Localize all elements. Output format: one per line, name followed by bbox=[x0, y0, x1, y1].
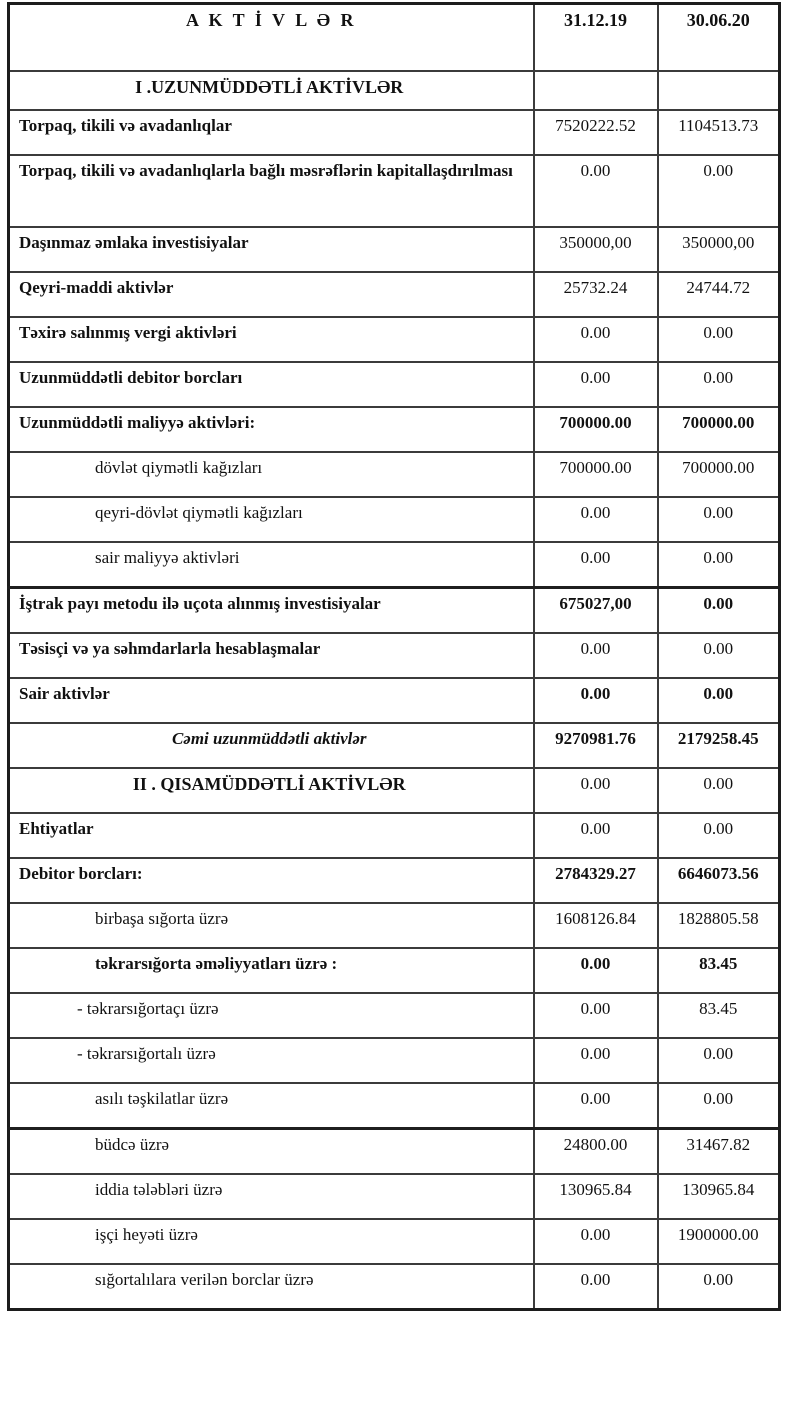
table-row bbox=[9, 1083, 780, 1129]
value-30-06-20: 0.00 bbox=[658, 362, 780, 407]
table-row bbox=[9, 1219, 780, 1264]
table-row bbox=[9, 1174, 780, 1219]
value-31-12-19: 700000.00 bbox=[534, 407, 658, 452]
table-row bbox=[9, 317, 780, 362]
table-header-row bbox=[9, 4, 780, 72]
row-label: Təxirə salınmış vergi aktivləri bbox=[9, 317, 534, 362]
value-30-06-20: 0.00 bbox=[658, 813, 780, 858]
row-label: qeyri-dövlət qiymətli kağızları bbox=[9, 497, 534, 542]
row-label: Debitor borcları: bbox=[9, 858, 534, 903]
value-30-06-20: 700000.00 bbox=[658, 407, 780, 452]
value-30-06-20: 0.00 bbox=[658, 1264, 780, 1310]
row-label: Cəmi uzunmüddətli aktivlər bbox=[9, 723, 534, 768]
table-row bbox=[9, 903, 780, 948]
value-31-12-19: 0.00 bbox=[534, 1264, 658, 1310]
row-label: Qeyri-maddi aktivlər bbox=[9, 272, 534, 317]
value-31-12-19: 9270981.76 bbox=[534, 723, 658, 768]
value-30-06-20: 0.00 bbox=[658, 155, 780, 227]
value-31-12-19 bbox=[534, 71, 658, 110]
value-30-06-20: 0.00 bbox=[658, 678, 780, 723]
table-row bbox=[9, 858, 780, 903]
table-row bbox=[9, 362, 780, 407]
value-31-12-19: 0.00 bbox=[534, 1083, 658, 1129]
column-header-assets: A K T İ V L Ə R bbox=[9, 4, 534, 72]
value-30-06-20: 700000.00 bbox=[658, 452, 780, 497]
row-label: I .UZUNMÜDDƏTLİ AKTİVLƏR bbox=[9, 71, 534, 110]
table-row bbox=[9, 227, 780, 272]
value-31-12-19: 0.00 bbox=[534, 768, 658, 813]
value-30-06-20 bbox=[658, 71, 780, 110]
row-label: Sair aktivlər bbox=[9, 678, 534, 723]
table-row bbox=[9, 633, 780, 678]
value-30-06-20: 2179258.45 bbox=[658, 723, 780, 768]
row-label: Daşınmaz əmlaka investisiyalar bbox=[9, 227, 534, 272]
value-30-06-20: 83.45 bbox=[658, 993, 780, 1038]
table-row bbox=[9, 452, 780, 497]
row-label: Uzunmüddətli maliyyə aktivləri: bbox=[9, 407, 534, 452]
row-label: sair maliyyə aktivləri bbox=[9, 542, 534, 588]
assets-balance-table bbox=[7, 2, 781, 1311]
row-label: Ehtiyatlar bbox=[9, 813, 534, 858]
value-30-06-20: 1828805.58 bbox=[658, 903, 780, 948]
table-row bbox=[9, 272, 780, 317]
row-label: Torpaq, tikili və avadanlıqlar bbox=[9, 110, 534, 155]
table-row bbox=[9, 155, 780, 227]
table-row bbox=[9, 497, 780, 542]
value-31-12-19: 0.00 bbox=[534, 633, 658, 678]
value-30-06-20: 0.00 bbox=[658, 768, 780, 813]
row-label: birbaşa sığorta üzrə bbox=[9, 903, 534, 948]
value-31-12-19: 0.00 bbox=[534, 317, 658, 362]
row-label: sığortalılara verilən borclar üzrə bbox=[9, 1264, 534, 1310]
value-31-12-19: 1608126.84 bbox=[534, 903, 658, 948]
value-31-12-19: 25732.24 bbox=[534, 272, 658, 317]
value-31-12-19: 0.00 bbox=[534, 678, 658, 723]
value-30-06-20: 24744.72 bbox=[658, 272, 780, 317]
row-label: Torpaq, tikili və avadanlıqlarla bağlı məsrəflərin kapitallaşdırılması bbox=[9, 155, 534, 227]
value-31-12-19: 675027,00 bbox=[534, 588, 658, 634]
table-row bbox=[9, 588, 780, 634]
table-row bbox=[9, 768, 780, 813]
row-label: asılı təşkilatlar üzrə bbox=[9, 1083, 534, 1129]
row-label: II . QISAMÜDDƏTLİ AKTİVLƏR bbox=[9, 768, 534, 813]
row-label: iddia tələbləri üzrə bbox=[9, 1174, 534, 1219]
table-row bbox=[9, 678, 780, 723]
value-31-12-19: 0.00 bbox=[534, 362, 658, 407]
value-30-06-20: 0.00 bbox=[658, 1083, 780, 1129]
value-31-12-19: 0.00 bbox=[534, 813, 658, 858]
table-row bbox=[9, 948, 780, 993]
table-row bbox=[9, 1038, 780, 1083]
row-label: - təkrarsığortaçı üzrə bbox=[9, 993, 534, 1038]
value-30-06-20: 130965.84 bbox=[658, 1174, 780, 1219]
row-label: işçi heyəti üzrə bbox=[9, 1219, 534, 1264]
row-label: - təkrarsığortalı üzrə bbox=[9, 1038, 534, 1083]
value-30-06-20: 83.45 bbox=[658, 948, 780, 993]
row-label: Uzunmüddətli debitor borcları bbox=[9, 362, 534, 407]
table-row bbox=[9, 723, 780, 768]
value-30-06-20: 0.00 bbox=[658, 633, 780, 678]
column-header-period-2: 30.06.20 bbox=[658, 4, 780, 72]
value-31-12-19: 7520222.52 bbox=[534, 110, 658, 155]
value-30-06-20: 350000,00 bbox=[658, 227, 780, 272]
value-31-12-19: 130965.84 bbox=[534, 1174, 658, 1219]
table-row bbox=[9, 1129, 780, 1175]
table-body bbox=[9, 71, 780, 1310]
column-header-period-1: 31.12.19 bbox=[534, 4, 658, 72]
value-31-12-19: 2784329.27 bbox=[534, 858, 658, 903]
table-row bbox=[9, 993, 780, 1038]
table-row bbox=[9, 71, 780, 110]
table-row bbox=[9, 813, 780, 858]
value-31-12-19: 0.00 bbox=[534, 1038, 658, 1083]
table-row bbox=[9, 407, 780, 452]
value-30-06-20: 0.00 bbox=[658, 1038, 780, 1083]
value-31-12-19: 0.00 bbox=[534, 993, 658, 1038]
row-label: dövlət qiymətli kağızları bbox=[9, 452, 534, 497]
value-31-12-19: 0.00 bbox=[534, 948, 658, 993]
table-row bbox=[9, 542, 780, 588]
table-row bbox=[9, 110, 780, 155]
value-31-12-19: 0.00 bbox=[534, 542, 658, 588]
value-30-06-20: 0.00 bbox=[658, 542, 780, 588]
value-30-06-20: 1104513.73 bbox=[658, 110, 780, 155]
value-30-06-20: 0.00 bbox=[658, 588, 780, 634]
value-30-06-20: 31467.82 bbox=[658, 1129, 780, 1175]
value-31-12-19: 0.00 bbox=[534, 155, 658, 227]
value-31-12-19: 0.00 bbox=[534, 497, 658, 542]
value-30-06-20: 0.00 bbox=[658, 317, 780, 362]
row-label: İştrak payı metodu ilə uçota alınmış investisiyalar bbox=[9, 588, 534, 634]
value-31-12-19: 0.00 bbox=[534, 1219, 658, 1264]
value-31-12-19: 24800.00 bbox=[534, 1129, 658, 1175]
value-31-12-19: 350000,00 bbox=[534, 227, 658, 272]
row-label: büdcə üzrə bbox=[9, 1129, 534, 1175]
value-30-06-20: 1900000.00 bbox=[658, 1219, 780, 1264]
table-row bbox=[9, 1264, 780, 1310]
value-30-06-20: 0.00 bbox=[658, 497, 780, 542]
row-label: təkrarsığorta əməliyyatları üzrə : bbox=[9, 948, 534, 993]
row-label: Təsisçi və ya səhmdarlarla hesablaşmalar bbox=[9, 633, 534, 678]
value-30-06-20: 6646073.56 bbox=[658, 858, 780, 903]
value-31-12-19: 700000.00 bbox=[534, 452, 658, 497]
